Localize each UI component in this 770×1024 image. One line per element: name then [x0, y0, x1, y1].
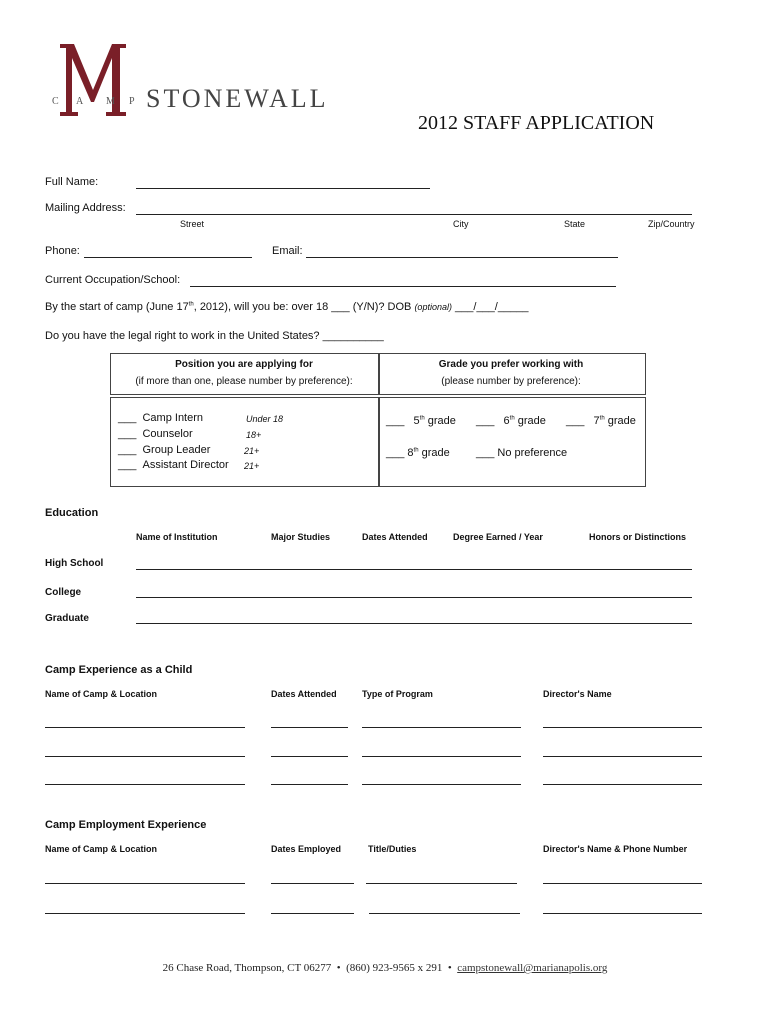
child-row-1-director[interactable] — [543, 727, 702, 728]
child-row-3-camp[interactable] — [45, 784, 245, 785]
child-col-director: Director's Name — [543, 689, 612, 699]
emp-row-1-camp[interactable] — [45, 883, 245, 884]
edu-high-school-field[interactable] — [136, 569, 692, 570]
position-age-camp-intern: Under 18 — [246, 414, 284, 424]
position-header: Position you are applying for — [175, 359, 313, 370]
edu-col-institution: Name of Institution — [136, 532, 218, 542]
full-name-field[interactable] — [136, 188, 430, 189]
grade-item-6th[interactable]: ___ 6th grade — [476, 415, 546, 427]
logo-letter-c: C — [52, 96, 60, 107]
child-row-2-camp[interactable] — [45, 756, 245, 757]
position-item-group-leader[interactable]: ___ Group Leader — [118, 444, 211, 456]
logo-name: STONEWALL — [146, 84, 329, 113]
child-row-1-camp[interactable] — [45, 727, 245, 728]
edu-graduate-field[interactable] — [136, 623, 692, 624]
email-field[interactable] — [306, 257, 618, 258]
emp-col-director: Director's Name & Phone Number — [543, 844, 688, 854]
position-age-counselor: 18+ — [246, 430, 262, 440]
child-col-camp: Name of Camp & Location — [45, 689, 158, 699]
position-item-assistant-director[interactable]: ___ Assistant Director — [118, 459, 229, 471]
position-age-assistant-director: 21+ — [244, 461, 260, 471]
child-row-3-director[interactable] — [543, 784, 702, 785]
grade-item-7th[interactable]: ___ 7th grade — [566, 415, 636, 427]
child-col-program: Type of Program — [362, 689, 433, 699]
emp-row-2-director[interactable] — [543, 913, 702, 914]
footer-bullet-2: • — [447, 962, 452, 974]
grade-item-5th[interactable]: ___ 5th grade — [386, 415, 456, 427]
grade-item-8th[interactable]: ___ 8th grade — [386, 447, 450, 459]
full-name-label: Full Name: — [45, 176, 99, 188]
phone-field[interactable] — [84, 257, 252, 258]
footer — [0, 962, 770, 974]
mailing-address-label: Mailing Address: — [45, 202, 126, 214]
emp-col-camp: Name of Camp & Location — [45, 844, 158, 854]
camp-child-section-title: Camp Experience as a Child — [45, 664, 193, 676]
emp-row-1-dates[interactable] — [271, 883, 354, 884]
phone-label: Phone: — [45, 245, 80, 257]
emp-row-1-title[interactable] — [366, 883, 517, 884]
footer-bullet-1: • — [336, 962, 341, 974]
child-row-3-dates[interactable] — [271, 784, 348, 785]
zip-caption: Zip/Country — [648, 219, 695, 229]
child-row-2-director[interactable] — [543, 756, 702, 757]
grade-header: Grade you prefer working with — [438, 359, 584, 370]
logo-m-mark — [58, 40, 128, 120]
edu-row-college: College — [45, 587, 82, 598]
position-item-camp-intern[interactable]: ___ Camp Intern — [118, 412, 204, 424]
dob-field[interactable]: ___/___/_____ — [455, 301, 529, 313]
logo-letter-p: P — [129, 96, 136, 107]
street-caption: Street — [180, 219, 205, 229]
edu-college-field[interactable] — [136, 597, 692, 598]
position-subheader: (if more than one, please number by preference): — [135, 376, 353, 387]
position-age-group-leader: 21+ — [244, 446, 260, 456]
edu-row-high-school: High School — [45, 558, 104, 569]
state-caption: State — [564, 219, 586, 229]
occupation-label: Current Occupation/School: — [45, 274, 181, 286]
logo-letter-a: A — [76, 96, 85, 107]
emp-row-1-director[interactable] — [543, 883, 702, 884]
footer-address: 26 Chase Road, Thompson, CT 06277 — [162, 962, 332, 974]
edu-col-dates: Dates Attended — [362, 532, 428, 542]
edu-col-degree: Degree Earned / Year — [453, 532, 543, 542]
emp-row-2-dates[interactable] — [271, 913, 354, 914]
city-caption: City — [453, 219, 469, 229]
child-row-2-program[interactable] — [362, 756, 521, 757]
child-row-2-dates[interactable] — [271, 756, 348, 757]
dob-optional: (optional) — [414, 302, 452, 312]
age-question: By the start of camp (June 17th, 2012), will you be: over 18 ___ (Y/N)? DOB (optional) ___/___/_____ — [45, 301, 529, 313]
logo-letter-m: M — [106, 96, 116, 107]
footer-email-link[interactable]: campstonewall@marianapolis.org — [457, 962, 608, 974]
page-title: 2012 STAFF APPLICATION — [418, 112, 655, 134]
grade-subheader: (please number by preference): — [441, 376, 581, 387]
legal-question[interactable]: Do you have the legal right to work in the United States? __________ — [45, 330, 384, 342]
camp-employment-section-title: Camp Employment Experience — [45, 819, 207, 831]
edu-col-major: Major Studies — [271, 532, 331, 542]
child-row-3-program[interactable] — [362, 784, 521, 785]
edu-row-graduate: Graduate — [45, 613, 89, 624]
footer-phone: (860) 923-9565 x 291 — [346, 962, 443, 974]
edu-col-honors: Honors or Distinctions — [589, 532, 687, 542]
mailing-address-field[interactable] — [136, 214, 692, 215]
education-section-title: Education — [45, 507, 99, 519]
child-row-1-dates[interactable] — [271, 727, 348, 728]
emp-col-dates: Dates Employed — [271, 844, 342, 854]
email-label: Email: — [272, 245, 303, 257]
occupation-field[interactable] — [190, 286, 616, 287]
emp-row-2-camp[interactable] — [45, 913, 245, 914]
grade-item-no-preference[interactable]: ___ No preference — [476, 447, 568, 459]
emp-col-title: Title/Duties — [368, 844, 417, 854]
child-row-1-program[interactable] — [362, 727, 521, 728]
position-options-box — [110, 397, 380, 487]
emp-row-2-title[interactable] — [369, 913, 520, 914]
grade-options-box — [378, 397, 646, 487]
position-item-counselor[interactable]: ___ Counselor — [118, 428, 193, 440]
child-col-dates: Dates Attended — [271, 689, 337, 699]
